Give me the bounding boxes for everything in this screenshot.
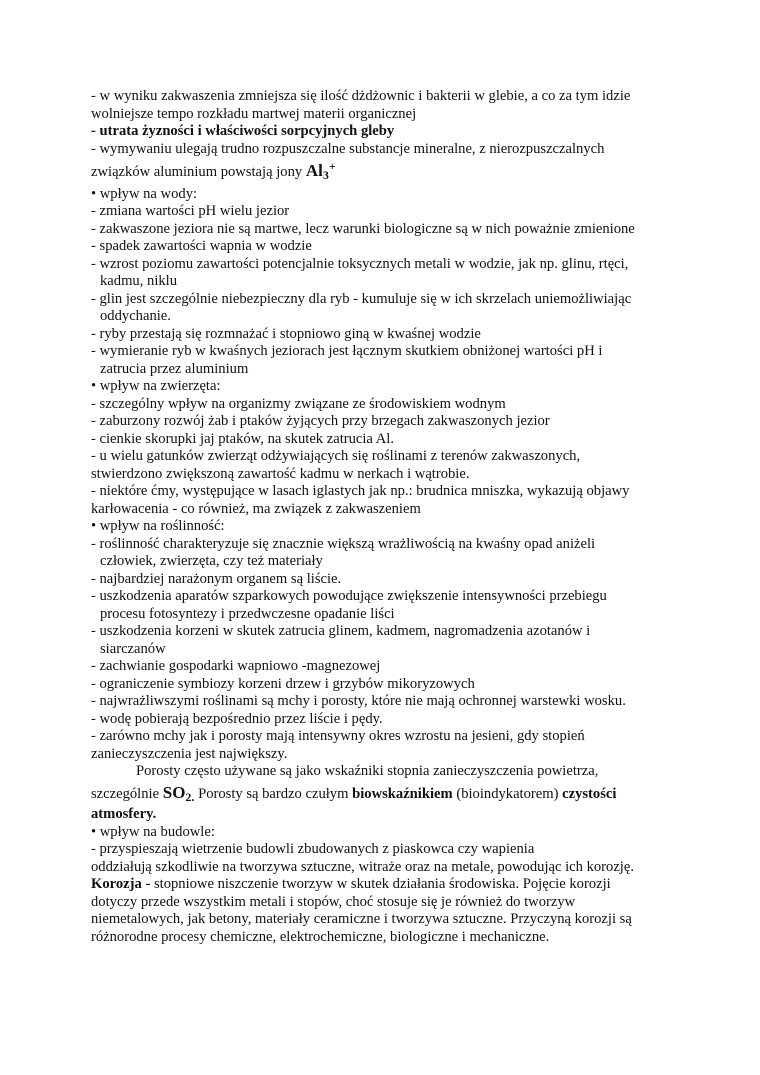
text-line: procesu fotosyntezy i przedwczesne opadanie liści (100, 605, 395, 622)
text-line-aluminium: związków aluminium powstają jony $Al_3^+$ (91, 159, 336, 182)
text-line: - wzrost poziomu zawartości potencjalnie toksycznych metali w wodzie, jak np. glinu, rtęci, (91, 255, 629, 272)
text-line: - spadek zawartości wapnia w wodzie (91, 238, 312, 254)
term-korozja: Korozja (91, 876, 142, 892)
text-line: stwierdzono zwiększoną zawartość kadmu w nerkach i wątrobie. (91, 465, 470, 482)
bullet-buildings: • wpływ na budowle: (91, 823, 215, 840)
text-line: - ryby przestają się rozmnażać i stopniowo giną w kwaśnej wodzie (91, 325, 481, 342)
chem-formula-so2: $SO_{2.}$ (162, 782, 195, 804)
text-line: karłowacenia - co również, ma związek z zakwaszeniem (91, 500, 421, 517)
text-line: - najwrażliwszymi roślinami są mchy i porosty, które nie mają ochronnej warstewki wosku. (91, 693, 626, 709)
text-line: - w wyniku zakwaszenia zmniejsza się ilość dżdżownic i bakterii w glebie, a co za tym idzie (91, 88, 631, 104)
text-line: atmosfery. (91, 806, 157, 822)
text-line: oddychanie. (100, 308, 171, 324)
paragraph-lichens: Porosty często używane są jako wskaźniki stopnia zanieczyszczenia powietrza, (136, 763, 599, 779)
text-line: kadmu, niklu (100, 273, 178, 289)
chem-formula-al: $Al_3^+$ (305, 159, 336, 182)
text-line: - ograniczenie symbiozy korzeni drzew i grzybów mikoryzowych (91, 675, 475, 692)
text-line: - szczególny wpływ na organizmy związane ze środowiskiem wodnym (91, 395, 506, 412)
text-line: - zaburzony rozwój żab i ptaków żyjących przy brzegach zakwaszonych jezior (91, 413, 550, 429)
text-line: dotyczy przede wszystkim metali i stopów, choć stosuje się je również do tworzyw (91, 893, 576, 910)
text-line: wolniejsze tempo rozkładu martwej materii organicznej (91, 105, 417, 122)
text-line: - niektóre ćmy, występujące w lasach iglastych jak np.: brudnica mniszka, wykazują objawy (91, 483, 630, 499)
text-line: - wodę pobierają bezpośrednio przez liście i pędy. (91, 710, 383, 727)
text-line: - glin jest szczególnie niebezpieczny dla ryb - kumuluje się w ich skrzelach uniemożliwiając (91, 290, 632, 307)
text-line: - u wielu gatunków zwierząt odżywiających się roślinami z terenów zakwaszonych, (91, 448, 581, 464)
text-line-corrosion: Korozja - stopniowe niszczenie tworzyw w skutek działania środowiska. Pojęcie korozji (91, 876, 611, 892)
document-body (91, 88, 691, 946)
text-line: siarczanów (100, 640, 166, 657)
text-line: zatrucia przez aluminium (100, 360, 249, 377)
text-line: - wymywaniu ulegają trudno rozpuszczalne substancje mineralne, z nierozpuszczalnych (91, 140, 605, 157)
text-line-so2: szczególnie $SO_{2.}$ Porosty są bardzo czułym biowskaźnikiem (bioindykatorem) czystości (91, 782, 617, 804)
bullet-animals: • wpływ na zwierzęta: (91, 378, 221, 394)
heading-soil: - utrata żyzności i właściwości sorpcyjnych gleby (91, 123, 395, 139)
text-line: - zmiana wartości pH wielu jezior (91, 203, 290, 219)
text-line: niemetalowych, jak betony, materiały ceramiczne i tworzywa sztuczne. Przyczyną korozji są (91, 911, 632, 927)
text-line: - cienkie skorupki jaj ptaków, na skutek zatrucia Al. (91, 430, 394, 447)
text-line: - uszkodzenia aparatów szparkowych powodujące zwiększenie intensywności przebiegu (91, 588, 607, 604)
text-line: - zachwianie gospodarki wapniowo -magnezowej (91, 658, 381, 674)
text-line: różnorodne procesy chemiczne, elektrochemiczne, biologiczne i mechaniczne. (91, 928, 550, 945)
text-line: człowiek, zwierzęta, czy też materiały (100, 553, 323, 569)
text-line: - uszkodzenia korzeni w skutek zatrucia glinem, kadmem, nagromadzenia azotanów i (91, 623, 591, 639)
text-line: - wymieranie ryb w kwaśnych jeziorach jest łącznym skutkiem obniżonej wartości pH i (91, 343, 603, 359)
text-line: - najbardziej narażonym organem są liście. (91, 570, 342, 587)
text-line: - roślinność charakteryzuje się znacznie większą wrażliwością na kwaśny opad aniżeli (91, 535, 596, 552)
bullet-water: • wpływ na wody: (91, 185, 198, 202)
text-line: oddziałują szkodliwie na tworzywa sztuczne, witraże oraz na metale, powodując ich korozję. (91, 858, 634, 875)
text-line: - przyspieszają wietrzenie budowli zbudowanych z piaskowca czy wapienia (91, 841, 535, 857)
bullet-plants: • wpływ na roślinność: (91, 518, 225, 534)
text-line: - zarówno mchy jak i porosty mają intensywny okres wzrostu na jesieni, gdy stopień (91, 728, 585, 744)
text-line: - zakwaszone jeziora nie są martwe, lecz warunki biologiczne są w nich poważnie zmienione (91, 220, 635, 237)
text-line: zanieczyszczenia jest największy. (91, 745, 288, 762)
